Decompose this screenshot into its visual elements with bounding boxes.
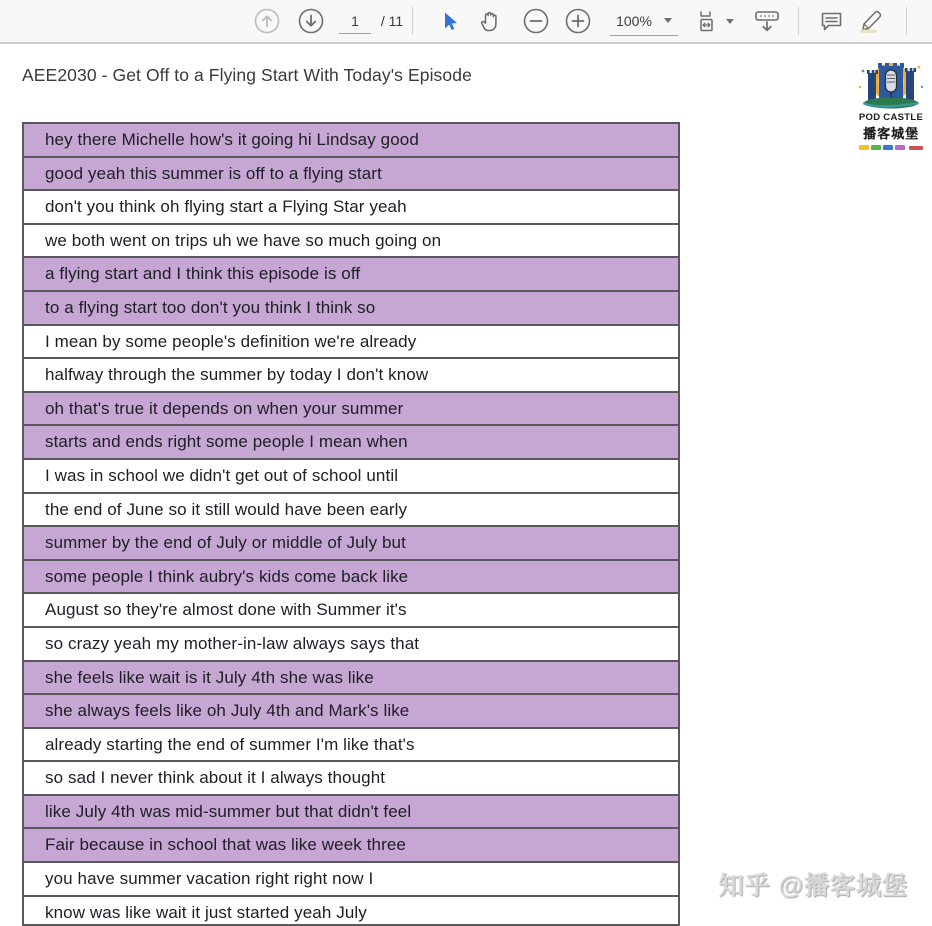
zoom-in-button[interactable] xyxy=(565,0,591,42)
page-count-label: / 11 xyxy=(380,13,404,29)
transcript-row: starts and ends right some people I mean when xyxy=(24,424,678,458)
speech-bubble-icon xyxy=(818,8,845,34)
toolbar-divider xyxy=(798,7,799,35)
minus-circle-icon xyxy=(523,8,549,34)
transcript-row: a flying start and I think this episode is off xyxy=(24,256,678,290)
transcript-row: the end of June so it still would have been early xyxy=(24,492,678,526)
transcript-row: Fair because in school that was like week three xyxy=(24,827,678,861)
zoom-level-value: 100% xyxy=(616,12,652,29)
highlight-button[interactable] xyxy=(852,0,886,42)
transcript-row: I mean by some people's definition we're already xyxy=(24,324,678,358)
toolbar-divider xyxy=(412,7,413,35)
page-fit-button[interactable] xyxy=(696,0,734,42)
logo-subtitle: 播客城堡 xyxy=(862,126,919,141)
transcript-table xyxy=(22,122,680,926)
zoom-level-dropdown[interactable] xyxy=(610,7,678,36)
transcript-row: summer by the end of July or middle of July but xyxy=(24,525,678,559)
hand-icon xyxy=(479,8,504,34)
transcript-row: already starting the end of summer I'm like that's xyxy=(24,727,678,761)
zhihu-watermark: 知乎 @播客城堡 xyxy=(718,872,908,900)
transcript-row: August so they're almost done with Summer it's xyxy=(24,592,678,626)
fit-width-icon xyxy=(696,8,722,34)
chevron-down-icon xyxy=(726,19,734,24)
transcript-row: so crazy yeah my mother-in-law always says that xyxy=(24,626,678,660)
castle-illustration-icon xyxy=(855,57,927,109)
transcript-row: like July 4th was mid-summer but that didn't feel xyxy=(24,794,678,828)
transcript-row: hey there Michelle how's it going hi Lindsay good xyxy=(24,124,678,156)
zoom-out-button[interactable] xyxy=(523,0,549,42)
logo-title: POD CASTLE xyxy=(858,112,924,123)
arrow-down-circle-icon xyxy=(298,8,324,34)
transcript-row: she always feels like oh July 4th and Mark's like xyxy=(24,693,678,727)
transcript-row: I was in school we didn't get out of school until xyxy=(24,458,678,492)
transcript-row: she feels like wait is it July 4th she was like xyxy=(24,660,678,694)
palette-swatch xyxy=(859,145,869,150)
scroll-mode-button[interactable] xyxy=(752,0,782,42)
toolbar-divider xyxy=(906,7,907,35)
transcript-row: don't you think oh flying start a Flying Star yeah xyxy=(24,189,678,223)
palette-swatch xyxy=(883,145,893,150)
transcript-row: oh that's true it depends on when your summer xyxy=(24,391,678,425)
next-page-button[interactable] xyxy=(298,0,324,42)
pdf-toolbar xyxy=(0,0,932,44)
transcript-row: we both went on trips uh we have so much going on xyxy=(24,223,678,257)
previous-page-button[interactable] xyxy=(254,0,280,42)
cursor-arrow-icon xyxy=(438,9,460,33)
transcript-row: good yeah this summer is off to a flying start xyxy=(24,156,678,190)
transcript-row: so sad I never think about it I always thought xyxy=(24,760,678,794)
select-tool-button[interactable] xyxy=(438,0,460,42)
palette-swatch xyxy=(895,145,905,150)
plus-circle-icon xyxy=(565,8,591,34)
continuous-scroll-icon xyxy=(752,8,782,35)
hand-tool-button[interactable] xyxy=(479,0,504,42)
logo-tagline-mark xyxy=(909,146,923,150)
highlighter-pen-icon xyxy=(852,7,886,35)
transcript-row: some people I think aubry's kids come back like xyxy=(24,559,678,593)
transcript-row: to a flying start too don't you think I think so xyxy=(24,290,678,324)
transcript-row: you have summer vacation right right now I xyxy=(24,861,678,895)
arrow-up-circle-icon xyxy=(254,8,280,34)
podcastle-logo xyxy=(853,57,929,150)
page-number-input[interactable] xyxy=(339,9,371,34)
comment-button[interactable] xyxy=(818,0,845,42)
document-title: AEE2030 - Get Off to a Flying Start With Today's Episode xyxy=(22,65,472,85)
transcript-row: halfway through the summer by today I don't know xyxy=(24,357,678,391)
transcript-row: know was like wait it just started yeah July xyxy=(24,895,678,926)
palette-swatch xyxy=(871,145,881,150)
chevron-down-icon xyxy=(664,18,672,23)
logo-color-strip xyxy=(853,145,929,150)
